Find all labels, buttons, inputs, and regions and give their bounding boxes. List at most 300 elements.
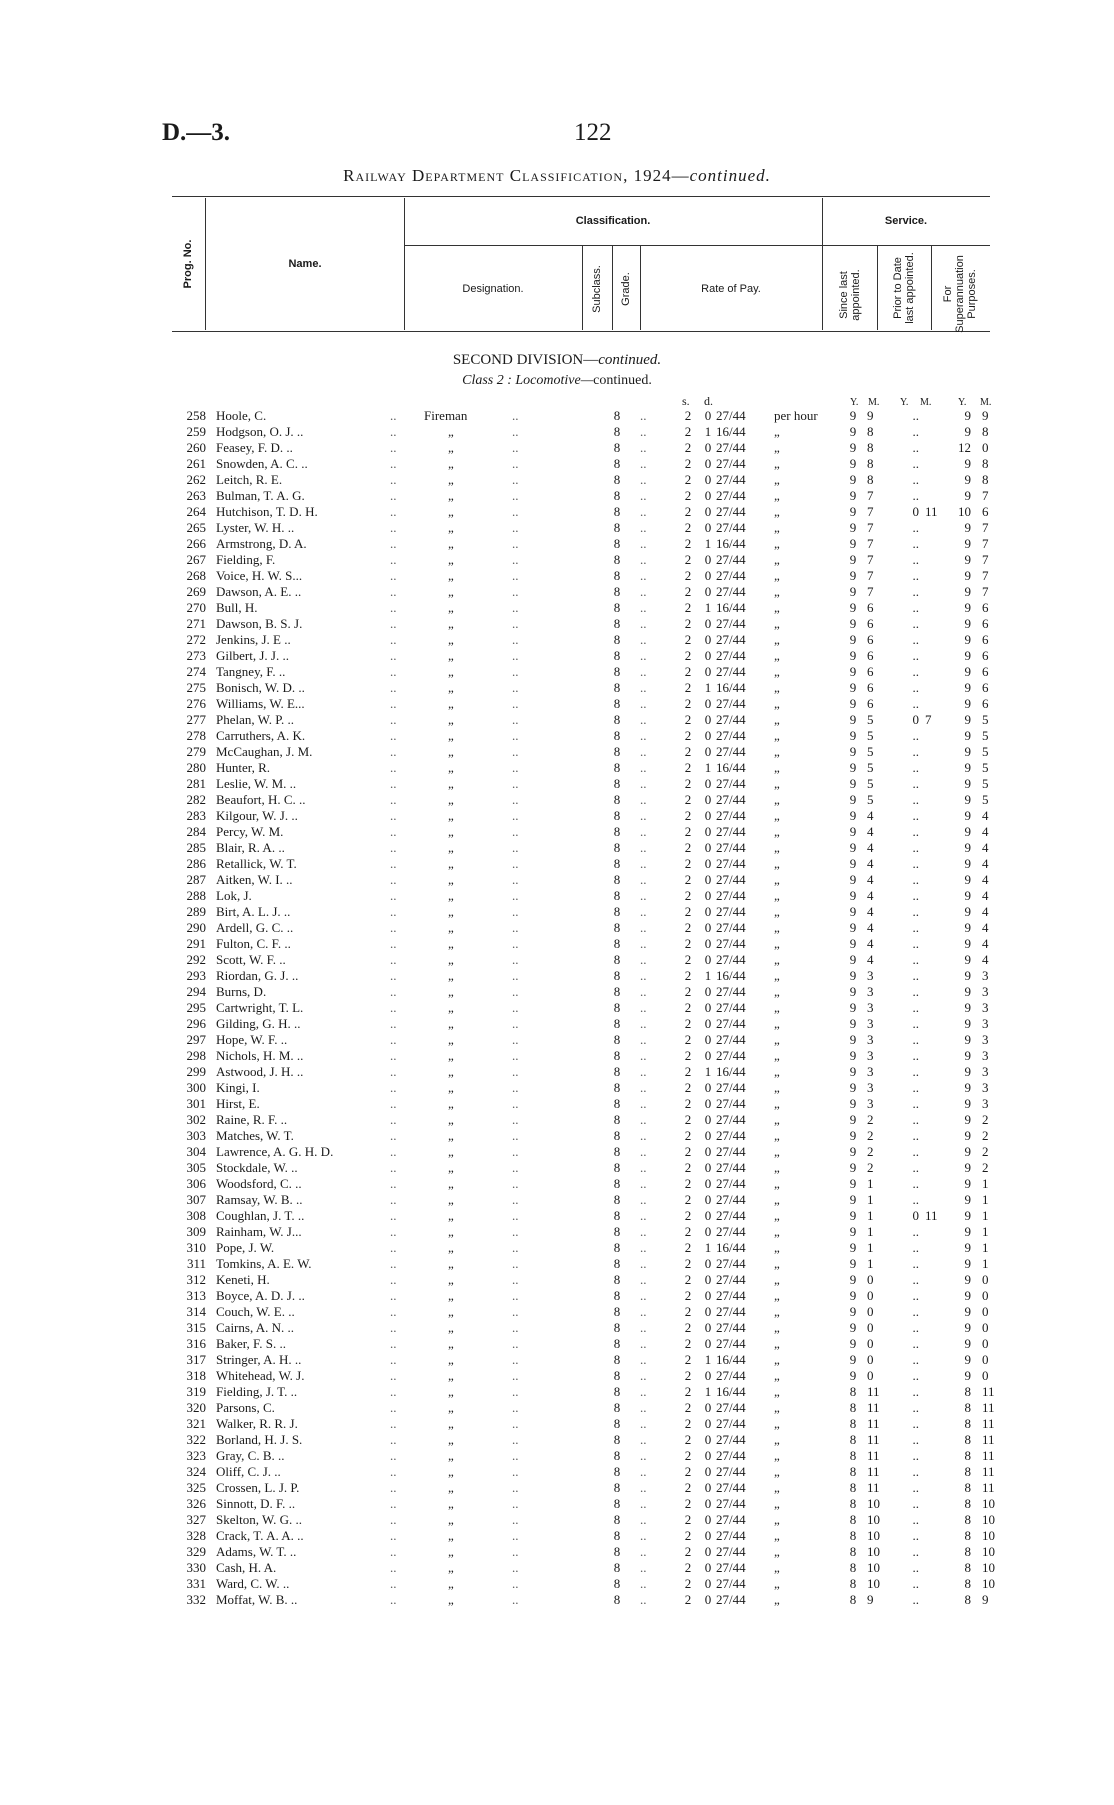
super-months: 5 — [982, 776, 989, 791]
table-row — [0, 1560, 1114, 1576]
header-service: Service. — [884, 215, 928, 227]
leader-dots-1: .. — [390, 1480, 397, 1495]
subclass: 8 — [613, 1096, 621, 1111]
subclass: 8 — [613, 1048, 621, 1063]
header-prog-no: Prog. No. — [182, 239, 194, 289]
leader-dots-3: .. — [640, 1176, 647, 1191]
designation: „ — [448, 808, 454, 823]
leader-dots-1: .. — [390, 1096, 397, 1111]
rate-fraction: 27/44 — [716, 1016, 746, 1031]
subclass: 8 — [613, 1320, 621, 1335]
super-years: 9 — [964, 760, 971, 775]
table-row — [0, 1496, 1114, 1512]
leader-dots-2: .. — [512, 1416, 519, 1431]
row-number: 310 — [186, 1240, 206, 1255]
leader-dots-2: .. — [512, 488, 519, 503]
subclass: 8 — [613, 616, 621, 631]
rate-fraction: 27/44 — [716, 1288, 746, 1303]
leader-dots-1: .. — [390, 696, 397, 711]
rate-fraction: 27/44 — [716, 1048, 746, 1063]
since-months: 8 — [867, 424, 874, 439]
employee-name: Boyce, A. D. J. .. — [216, 1288, 305, 1303]
row-number: 331 — [186, 1576, 206, 1591]
since-years: 9 — [849, 840, 857, 855]
row-number: 287 — [186, 872, 206, 887]
prior-years: .. — [912, 1416, 919, 1431]
subclass: 8 — [613, 1336, 621, 1351]
since-months: 4 — [867, 856, 874, 871]
table-row — [0, 856, 1114, 872]
rate-unit: „ — [774, 1224, 780, 1239]
super-months: 1 — [982, 1224, 989, 1239]
row-number: 273 — [186, 648, 206, 663]
leader-dots-3: .. — [640, 840, 647, 855]
table-row — [0, 1096, 1114, 1112]
super-years: 9 — [964, 1192, 971, 1207]
leader-dots-1: .. — [390, 1080, 397, 1095]
rate-fraction: 27/44 — [716, 1112, 746, 1127]
since-years: 9 — [849, 472, 857, 487]
since-years: 9 — [849, 552, 857, 567]
super-years: 9 — [964, 1000, 971, 1015]
rate-shillings: 2 — [684, 1464, 692, 1479]
row-number: 269 — [186, 584, 206, 599]
table-row — [0, 600, 1114, 616]
super-years: 9 — [964, 1256, 971, 1271]
rate-shillings: 2 — [684, 664, 692, 679]
leader-dots-3: .. — [640, 616, 647, 631]
leader-dots-3: .. — [640, 1256, 647, 1271]
rate-unit: „ — [774, 1512, 780, 1527]
row-number: 309 — [186, 1224, 206, 1239]
since-months: 11 — [867, 1432, 880, 1447]
rate-pence: 0 — [704, 728, 712, 743]
unit-months-1: M. — [868, 397, 880, 408]
leader-dots-1: .. — [390, 408, 397, 423]
super-months: 7 — [982, 552, 989, 567]
unit-years-3: Y. — [958, 397, 967, 408]
leader-dots-3: .. — [640, 1544, 647, 1559]
subclass: 8 — [613, 536, 621, 551]
table-row — [0, 1288, 1114, 1304]
since-years: 9 — [849, 984, 857, 999]
leader-dots-1: .. — [390, 1240, 397, 1255]
designation: „ — [448, 1576, 454, 1591]
leader-dots-2: .. — [512, 472, 519, 487]
subclass: 8 — [613, 1160, 621, 1175]
super-months: 1 — [982, 1256, 989, 1271]
row-number: 329 — [186, 1544, 206, 1559]
since-years: 9 — [849, 440, 857, 455]
rate-shillings: 2 — [684, 1416, 692, 1431]
super-months: 8 — [982, 424, 989, 439]
super-years: 8 — [964, 1416, 971, 1431]
leader-dots-3: .. — [640, 1368, 647, 1383]
leader-dots-1: .. — [390, 776, 397, 791]
rate-shillings: 2 — [684, 760, 692, 775]
rate-pence: 0 — [704, 1096, 712, 1111]
rate-unit: „ — [774, 616, 780, 631]
unit-years-1: Y. — [850, 397, 859, 408]
since-months: 3 — [867, 1000, 874, 1015]
leader-dots-2: .. — [512, 664, 519, 679]
super-months: 6 — [982, 648, 989, 663]
leader-dots-1: .. — [390, 872, 397, 887]
subclass: 8 — [613, 1448, 621, 1463]
table-row — [0, 1080, 1114, 1096]
prior-years: .. — [912, 1272, 919, 1287]
leader-dots-1: .. — [390, 456, 397, 471]
page-number: 122 — [574, 119, 612, 146]
since-months: 3 — [867, 1016, 874, 1031]
super-years: 8 — [964, 1480, 971, 1495]
leader-dots-3: .. — [640, 520, 647, 535]
row-number: 321 — [186, 1416, 206, 1431]
leader-dots-1: .. — [390, 1144, 397, 1159]
leader-dots-1: .. — [390, 1352, 397, 1367]
rate-shillings: 2 — [684, 1016, 692, 1031]
super-months: 6 — [982, 680, 989, 695]
leader-dots-2: .. — [512, 1512, 519, 1527]
rate-unit: „ — [774, 1048, 780, 1063]
super-years: 9 — [964, 424, 971, 439]
prior-years: .. — [912, 680, 919, 695]
leader-dots-3: .. — [640, 424, 647, 439]
designation: „ — [448, 1112, 454, 1127]
rate-shillings: 2 — [684, 1128, 692, 1143]
rate-fraction: 27/44 — [716, 1080, 746, 1095]
leader-dots-2: .. — [512, 1288, 519, 1303]
row-number: 308 — [186, 1208, 206, 1223]
leader-dots-1: .. — [390, 1272, 397, 1287]
subclass: 8 — [613, 1464, 621, 1479]
leader-dots-2: .. — [512, 1048, 519, 1063]
row-number: 311 — [186, 1256, 206, 1271]
leader-dots-1: .. — [390, 1192, 397, 1207]
since-years: 9 — [849, 920, 857, 935]
table-row — [0, 712, 1114, 728]
subclass: 8 — [613, 1016, 621, 1031]
since-months: 4 — [867, 840, 874, 855]
subclass: 8 — [613, 600, 621, 615]
leader-dots-3: .. — [640, 1240, 647, 1255]
since-years: 9 — [849, 1032, 857, 1047]
leader-dots-2: .. — [512, 1496, 519, 1511]
subclass: 8 — [613, 1400, 621, 1415]
leader-dots-3: .. — [640, 984, 647, 999]
rate-unit: „ — [774, 536, 780, 551]
since-months: 5 — [867, 792, 874, 807]
designation: „ — [448, 424, 454, 439]
since-months: 11 — [867, 1416, 880, 1431]
super-months: 9 — [982, 408, 989, 423]
since-years: 9 — [849, 1352, 857, 1367]
subclass: 8 — [613, 856, 621, 871]
leader-dots-2: .. — [512, 856, 519, 871]
rate-shillings: 2 — [684, 1512, 692, 1527]
leader-dots-2: .. — [512, 1128, 519, 1143]
leader-dots-2: .. — [512, 1272, 519, 1287]
rate-pence: 0 — [704, 808, 712, 823]
subclass: 8 — [613, 1208, 621, 1223]
employee-name: Percy, W. M. — [216, 824, 284, 839]
super-months: 3 — [982, 1048, 989, 1063]
subclass: 8 — [613, 920, 621, 935]
row-number: 327 — [186, 1512, 206, 1527]
designation: „ — [448, 1560, 454, 1575]
rate-fraction: 27/44 — [716, 1192, 746, 1207]
leader-dots-2: .. — [512, 1576, 519, 1591]
table-row — [0, 1272, 1114, 1288]
leader-dots-1: .. — [390, 920, 397, 935]
subclass: 8 — [613, 1432, 621, 1447]
leader-dots-2: .. — [512, 696, 519, 711]
leader-dots-1: .. — [390, 664, 397, 679]
employee-name: Blair, R. A. .. — [216, 840, 285, 855]
employee-name: Retallick, W. T. — [216, 856, 297, 871]
leader-dots-1: .. — [390, 1528, 397, 1543]
super-months: 2 — [982, 1112, 989, 1127]
rate-pence: 0 — [704, 1272, 712, 1287]
leader-dots-1: .. — [390, 1064, 397, 1079]
super-years: 9 — [964, 808, 971, 823]
leader-dots-2: .. — [512, 872, 519, 887]
rate-unit: „ — [774, 1368, 780, 1383]
since-months: 11 — [867, 1384, 880, 1399]
since-months: 0 — [867, 1368, 874, 1383]
leader-dots-3: .. — [640, 696, 647, 711]
subclass: 8 — [613, 440, 621, 455]
rate-fraction: 27/44 — [716, 1128, 746, 1143]
super-months: 3 — [982, 1032, 989, 1047]
row-number: 296 — [186, 1016, 206, 1031]
table-row — [0, 936, 1114, 952]
rate-unit: „ — [774, 968, 780, 983]
table-row — [0, 888, 1114, 904]
prior-years: .. — [912, 552, 919, 567]
rate-fraction: 27/44 — [716, 1576, 746, 1591]
rate-fraction: 27/44 — [716, 488, 746, 503]
super-years: 9 — [964, 1176, 971, 1191]
super-years: 9 — [964, 1336, 971, 1351]
employee-name: Kingi, I. — [216, 1080, 260, 1095]
super-years: 9 — [964, 984, 971, 999]
rate-unit: „ — [774, 1384, 780, 1399]
rate-shillings: 2 — [684, 904, 692, 919]
rate-unit: „ — [774, 920, 780, 935]
rate-unit: „ — [774, 456, 780, 471]
leader-dots-2: .. — [512, 792, 519, 807]
rate-unit: „ — [774, 1144, 780, 1159]
table-row — [0, 520, 1114, 536]
table-row — [0, 552, 1114, 568]
row-number: 261 — [186, 456, 206, 471]
prior-years: .. — [912, 776, 919, 791]
since-months: 4 — [867, 952, 874, 967]
since-months: 8 — [867, 440, 874, 455]
leader-dots-1: .. — [390, 568, 397, 583]
row-number: 290 — [186, 920, 206, 935]
super-years: 8 — [964, 1592, 971, 1607]
rate-unit: „ — [774, 888, 780, 903]
leader-dots-2: .. — [512, 440, 519, 455]
super-years: 8 — [964, 1528, 971, 1543]
since-months: 7 — [867, 504, 874, 519]
rate-fraction: 16/44 — [716, 1240, 746, 1255]
super-years: 9 — [964, 552, 971, 567]
rate-unit: „ — [774, 1032, 780, 1047]
rate-unit: „ — [774, 1304, 780, 1319]
leader-dots-3: .. — [640, 1336, 647, 1351]
since-months: 11 — [867, 1480, 880, 1495]
employee-name: Bulman, T. A. G. — [216, 488, 305, 503]
row-number: 281 — [186, 776, 206, 791]
since-years: 8 — [849, 1544, 857, 1559]
table-row — [0, 1112, 1114, 1128]
prior-years: 0 — [912, 504, 919, 519]
leader-dots-3: .. — [640, 680, 647, 695]
rate-fraction: 16/44 — [716, 968, 746, 983]
rate-fraction: 27/44 — [716, 1560, 746, 1575]
rate-unit: „ — [774, 1416, 780, 1431]
leader-dots-3: .. — [640, 536, 647, 551]
since-months: 1 — [867, 1192, 874, 1207]
table-row — [0, 488, 1114, 504]
rate-shillings: 2 — [684, 968, 692, 983]
rate-fraction: 27/44 — [716, 1224, 746, 1239]
super-months: 11 — [982, 1400, 995, 1415]
subclass: 8 — [613, 1592, 621, 1607]
leader-dots-2: .. — [512, 920, 519, 935]
super-years: 8 — [964, 1448, 971, 1463]
rate-unit: „ — [774, 1480, 780, 1495]
row-number: 306 — [186, 1176, 206, 1191]
subclass: 8 — [613, 936, 621, 951]
row-number: 267 — [186, 552, 206, 567]
rate-pence: 1 — [704, 536, 712, 551]
super-years: 9 — [964, 408, 971, 423]
leader-dots-2: .. — [512, 1432, 519, 1447]
rate-shillings: 2 — [684, 1560, 692, 1575]
subclass: 8 — [613, 1496, 621, 1511]
leader-dots-2: .. — [512, 1016, 519, 1031]
header-bottom-rule — [172, 331, 990, 332]
rate-pence: 0 — [704, 1448, 712, 1463]
rate-unit: „ — [774, 1160, 780, 1175]
leader-dots-3: .. — [640, 1112, 647, 1127]
since-years: 9 — [849, 1080, 857, 1095]
subclass: 8 — [613, 824, 621, 839]
super-months: 0 — [982, 1272, 989, 1287]
employee-name: Coughlan, J. T. .. — [216, 1208, 305, 1223]
table-row — [0, 1032, 1114, 1048]
leader-dots-3: .. — [640, 1208, 647, 1223]
rate-unit: „ — [774, 648, 780, 663]
leader-dots-1: .. — [390, 904, 397, 919]
leader-dots-1: .. — [390, 1576, 397, 1591]
rate-shillings: 2 — [684, 1096, 692, 1111]
prior-years: .. — [912, 1432, 919, 1447]
row-number: 330 — [186, 1560, 206, 1575]
employee-name: Tomkins, A. E. W. — [216, 1256, 312, 1271]
since-months: 2 — [867, 1112, 874, 1127]
leader-dots-2: .. — [512, 1208, 519, 1223]
designation: „ — [448, 856, 454, 871]
since-years: 8 — [849, 1384, 857, 1399]
prior-years: .. — [912, 744, 919, 759]
row-number: 298 — [186, 1048, 206, 1063]
row-number: 275 — [186, 680, 206, 695]
super-years: 9 — [964, 792, 971, 807]
super-years: 12 — [958, 440, 971, 455]
subclass: 8 — [613, 1416, 621, 1431]
rate-shillings: 2 — [684, 520, 692, 535]
employee-name: McCaughan, J. M. — [216, 744, 313, 759]
designation: „ — [448, 1544, 454, 1559]
subclass: 8 — [613, 552, 621, 567]
employee-name: Oliff, C. J. .. — [216, 1464, 281, 1479]
since-months: 6 — [867, 696, 874, 711]
since-months: 6 — [867, 680, 874, 695]
rate-pence: 0 — [704, 1560, 712, 1575]
super-months: 4 — [982, 952, 989, 967]
subclass: 8 — [613, 1192, 621, 1207]
rate-fraction: 27/44 — [716, 472, 746, 487]
prior-years: .. — [912, 1384, 919, 1399]
since-years: 9 — [849, 488, 857, 503]
since-months: 0 — [867, 1352, 874, 1367]
super-years: 9 — [964, 584, 971, 599]
rate-pence: 1 — [704, 600, 712, 615]
super-years: 8 — [964, 1496, 971, 1511]
since-months: 5 — [867, 712, 874, 727]
prior-years: .. — [912, 1528, 919, 1543]
since-years: 8 — [849, 1400, 857, 1415]
super-months: 0 — [982, 1304, 989, 1319]
designation: Fireman — [424, 408, 468, 423]
subclass: 8 — [613, 664, 621, 679]
leader-dots-2: .. — [512, 520, 519, 535]
rate-pence: 0 — [704, 1528, 712, 1543]
row-number: 276 — [186, 696, 206, 711]
rate-pence: 0 — [704, 712, 712, 727]
header-top-rule — [172, 196, 990, 197]
designation: „ — [448, 600, 454, 615]
super-months: 10 — [982, 1576, 995, 1591]
table-row — [0, 840, 1114, 856]
leader-dots-2: .. — [512, 1528, 519, 1543]
subclass: 8 — [613, 520, 621, 535]
subclass: 8 — [613, 728, 621, 743]
since-months: 10 — [867, 1544, 880, 1559]
super-years: 9 — [964, 1240, 971, 1255]
prior-years: .. — [912, 1352, 919, 1367]
super-months: 11 — [982, 1384, 995, 1399]
super-months: 3 — [982, 1016, 989, 1031]
since-months: 3 — [867, 1064, 874, 1079]
since-years: 9 — [849, 776, 857, 791]
table-row — [0, 952, 1114, 968]
rate-shillings: 2 — [684, 424, 692, 439]
since-months: 10 — [867, 1560, 880, 1575]
leader-dots-1: .. — [390, 840, 397, 855]
employee-name: Lyster, W. H. .. — [216, 520, 295, 535]
prior-years: .. — [912, 1160, 919, 1175]
rate-pence: 0 — [704, 408, 712, 423]
row-number: 280 — [186, 760, 206, 775]
row-number: 324 — [186, 1464, 206, 1479]
since-years: 9 — [849, 1336, 857, 1351]
